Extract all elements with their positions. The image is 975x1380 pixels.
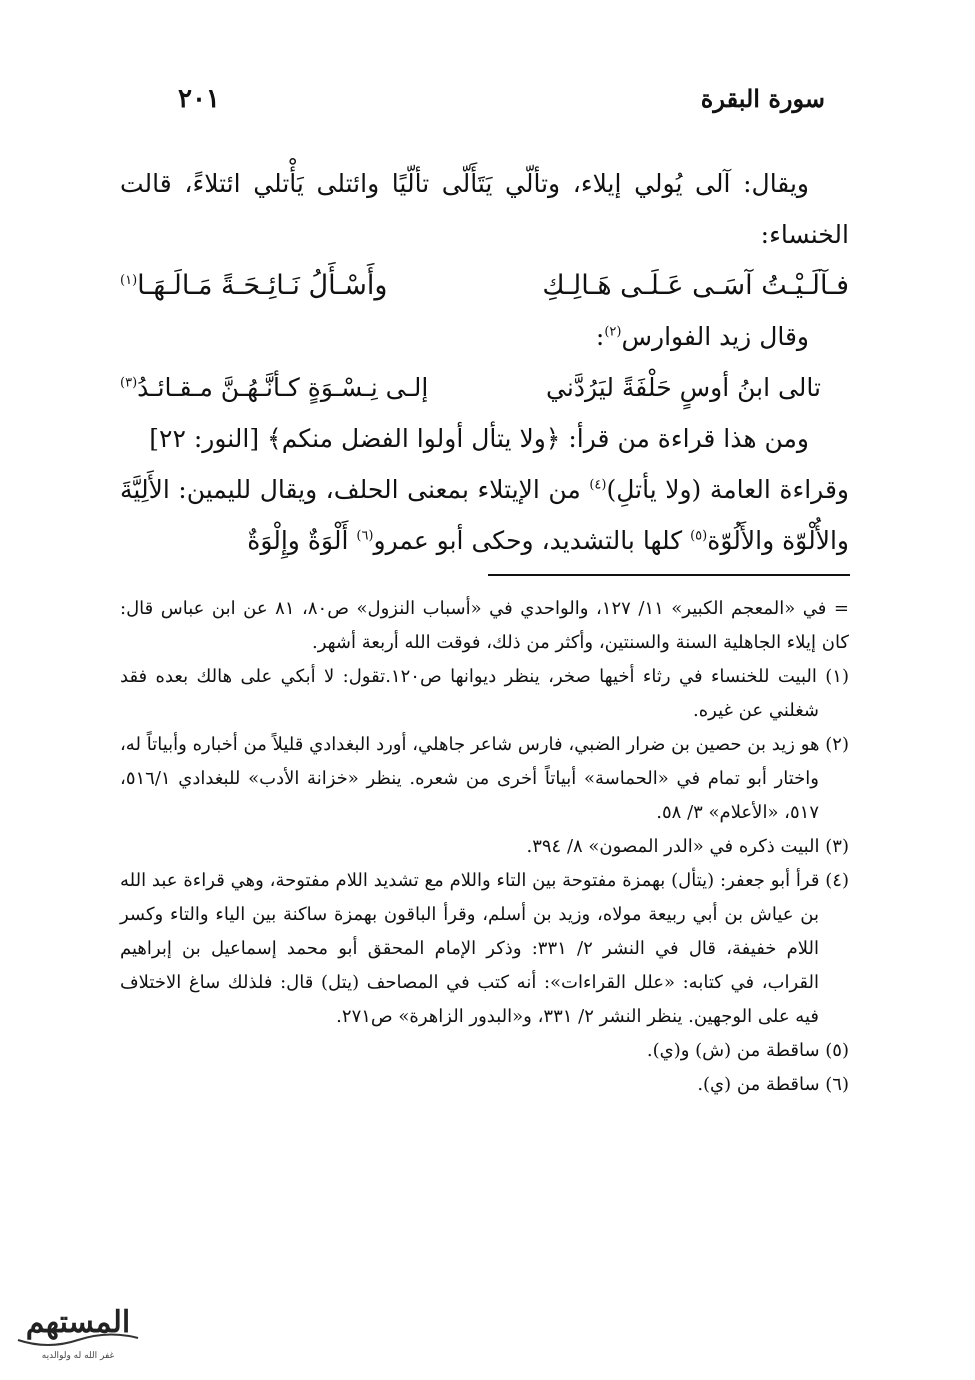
page-number: ٢٠١ (178, 84, 220, 114)
verse-zaid-first-hemistich: تالى ابنُ أوسٍ حَلْفَةً ليَرُدَّني (546, 373, 821, 402)
footnote-2: (٢) هو زيد بن حصين بن ضرار الضبي، فارس شاعر جاهلي، أورد البغدادي قليلاً من أخباره وأبياتاً له، واختار أبو تمام في «الحماسة» أبياتاً أخرى من شعره. ينظر «خزانة الأدب» للبغدادي ٥١٦/١، ٥١٧، «الأعلام» ٣/ ٥٨. (120, 734, 849, 823)
footnote-continuation: = في «المعجم الكبير» ١١/ ١٢٧، والواحدي في «أسباب النزول» ص٨٠، ٨١ عن ابن عباس قال: كان إيلاء الجاهلية السنة والسنتين، وأكثر من ذلك، فوقت الله أربعة أشهر. (120, 598, 849, 653)
footnote-ref-5[interactable]: (٥) (690, 528, 708, 544)
paragraph-ila: ويقال: آلى يُولي إيلاء، وتألّي يَتَأَلّى تألّيًا وائتلى يَأْتلي ائتلاءً، قالت الخنساء: (120, 169, 849, 249)
verse-zaid-second-hemistich: إلـى نِـسْـوَةٍ كـأنَّـهُـنَّ مـقـائـدُ$^{(٣)}$ (120, 373, 429, 402)
footnote-separator (488, 574, 850, 576)
verse-zaid (120, 362, 849, 413)
footnote-ref-4[interactable]: (٤) (589, 477, 607, 493)
footnote-5: (٥) ساقطة من (ش) و(ي). (646, 1040, 849, 1061)
main-text (120, 158, 849, 566)
footnote-6: (٦) ساقطة من (ي). (697, 1074, 849, 1095)
page-header (160, 84, 825, 124)
footnote-4: (٤) قرأ أبو جعفر: (يتأل) بهمزة مفتوحة بين التاء واللام مع تشديد اللام مفتوحة، وهي قراءة عبد الله بن عياش بن أبي ربيعة مولاه، وزيد بن أسلم، وقرأ الباقون بهمزة ساكنة بين الياء والتاء وكسر اللام خفيفة، قال في النشر ٢/ ٣٣١: وذكر الإمام المحقق أبو محمد إسماعيل بن إبراهيم القراب، في كتابه: «علل القراءات»: أنه كتب في المصاحف (يتل) قال: فلذلك ساغ الاختلاف فيه على الوجهين. ينظر النشر ٢/ ٣٣١، و«البدور الزاهرة» ص٢٧١. (120, 870, 849, 1027)
footnote-3: (٣) البيت ذكره في «الدر المصون» ٨/ ٣٩٤. (526, 836, 849, 857)
line-zaid-alfawaris: وقال زيد الفوارس$^{(٢)}$: (595, 322, 809, 351)
logo-text: المستهم (25, 1305, 131, 1340)
logo-subtext: غفر الله له ولوالديه (41, 1351, 115, 1361)
paragraph-qiraah: وقراءة العامة (ولا يأتلِ)$^{(٤)}$ من الإيتلاء بمعنى الحلف، ويقال لليمين: الأَلِيَّةَ والأُلْوّة والأَلُوّة$^{(٥)}$ كلها بالتشديد، وحكى أبو عمرو$^{(٦)}$ أَلْوَةٌ وإِلْوَةٌ (120, 475, 850, 555)
footnote-ref-3[interactable]: (٣) (120, 375, 138, 391)
surah-title: سورة البقرة (700, 84, 825, 113)
footnotes (120, 592, 849, 1102)
footnote-ref-6[interactable]: (٦) (356, 528, 374, 544)
verse-khansa (120, 260, 849, 311)
footnote-1: (١) البيت للخنساء في رثاء أخيها صخر، ينظر ديوانها ص١٢٠.تقول: لا أبكي على هالك بعده فقد شغلني عن غيره. (120, 666, 849, 721)
publisher-logo (8, 1290, 148, 1370)
verse-khansa-second-hemistich: وأَسْـأَلُ نَـائِـحَـةً مَـالَـهَـا$^{(١)}$ (120, 270, 388, 301)
verse-khansa-first-hemistich: فـآلَـيْـتُ آسَـى عَـلَـى هَـالِـكِ (542, 270, 849, 301)
paragraph-quran-citation: ومن هذا قراءة من قرأ: ﴿ولا يتأل أولوا الفضل منكم﴾ [النور: ٢٢] (149, 424, 809, 453)
footnote-ref-1[interactable]: (١) (120, 273, 138, 288)
footnote-ref-2[interactable]: (٢) (604, 324, 622, 340)
